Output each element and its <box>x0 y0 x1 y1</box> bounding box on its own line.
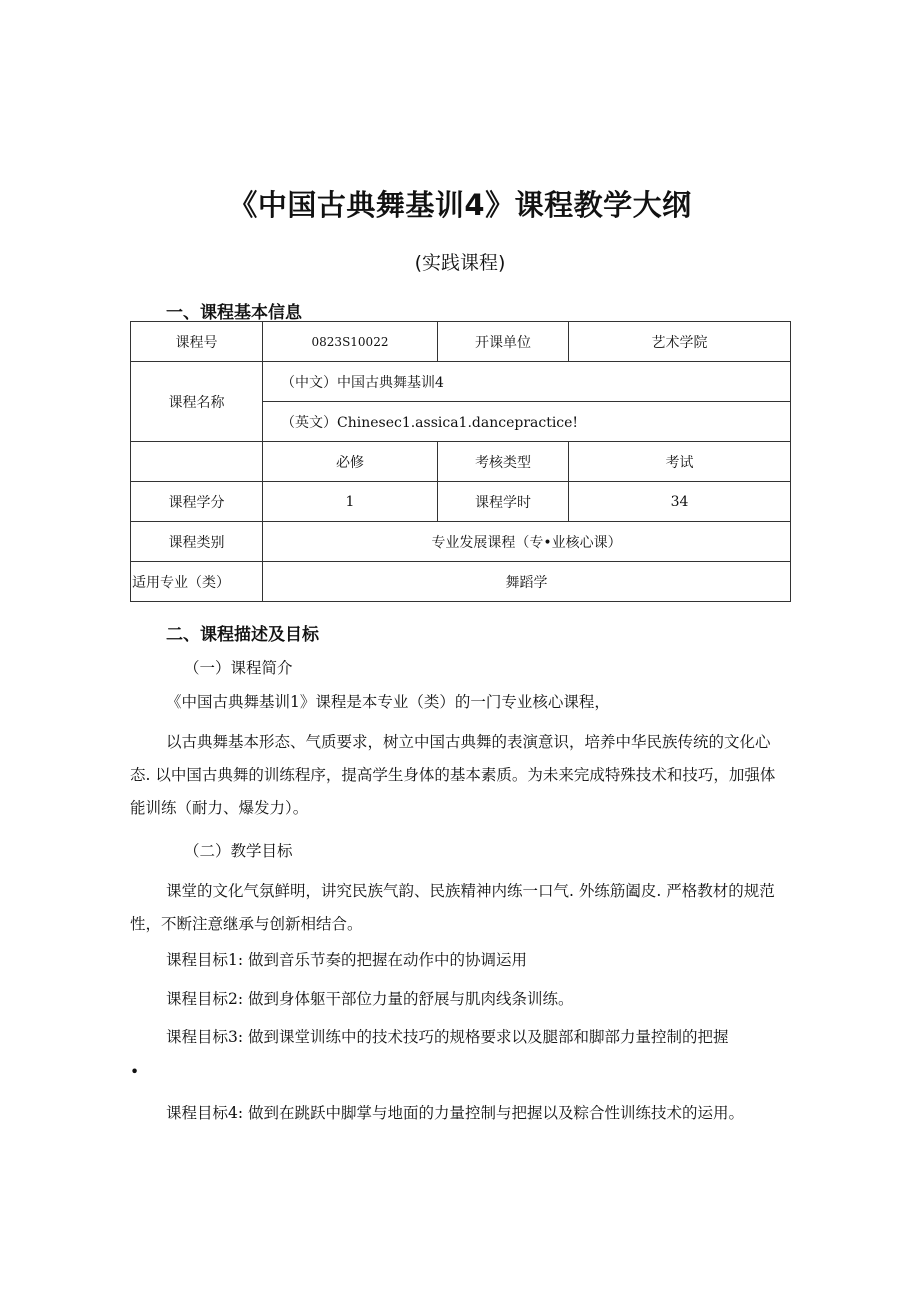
subheading-goals: （二）教学目标 <box>184 842 293 860</box>
category-value: 专业发展课程（专•业核心课） <box>263 522 791 562</box>
table-row <box>131 442 791 482</box>
intro-line1: 《中国古典舞基训1》课程是本专业（类）的一门专业核心课程， <box>166 693 610 711</box>
table-row <box>131 522 791 562</box>
empty-cell <box>131 442 263 482</box>
course-no-label: 课程号 <box>131 322 263 362</box>
credit-label: 课程学分 <box>131 482 263 522</box>
required-value: 必修 <box>263 442 438 482</box>
subheading-intro: （一）课程简介 <box>184 659 293 677</box>
course-name-cn: （中文）中国古典舞基训4 <box>263 362 791 402</box>
objective-3: 课程目标3: 做到课堂训练中的技术技巧的规格要求以及腿部和脚部力量控制的把握 <box>166 1028 729 1046</box>
major-value: 舞蹈学 <box>263 562 791 602</box>
intro-paragraph: 以古典舞基本形态、气质要求，树立中国古典舞的表演意识，培养中华民族传统的文化心态. 以中国古典舞的训练程序，提高学生身体的基本素质。为未来完成特殊技术和技巧，加强体能训练（耐力、爆发力）。 <box>130 733 776 817</box>
document-title: 《中国古典舞基训4》课程教学大纲 <box>228 188 692 222</box>
major-label: 适用专业（类） <box>131 562 263 602</box>
objective-4: 课程目标4: 做到在跳跃中脚掌与地面的力量控制与把握以及粽合性训练技术的运用。 <box>166 1104 745 1122</box>
goals-paragraph: 课堂的文化气氛鲜明，讲究民族气韵、民族精神内练一口气. 外练筋阖皮. 严格教材的规范性，不断注意继承与创新相结合。 <box>130 882 775 933</box>
objective-1: 课程目标1: 做到音乐节奏的把握在动作中的协调运用 <box>166 951 528 969</box>
table-row <box>131 482 791 522</box>
course-info-table <box>130 321 791 602</box>
dept-value: 艺术学院 <box>569 322 791 362</box>
objective-2: 课程目标2: 做到身体躯干部位力量的舒展与肌肉线条训练。 <box>166 990 574 1008</box>
dept-label: 开课单位 <box>438 322 569 362</box>
credit-value: 1 <box>263 482 438 522</box>
category-label: 课程类别 <box>131 522 263 562</box>
section-heading-description: 二、课程描述及目标 <box>166 625 319 645</box>
assessment-label: 考核类型 <box>438 442 569 482</box>
table-row <box>131 362 791 402</box>
table-row <box>131 562 791 602</box>
assessment-value: 考试 <box>569 442 791 482</box>
hours-value: 34 <box>569 482 791 522</box>
course-name-en: （英文）Chinesec1.assica1.dancepractice! <box>263 402 791 442</box>
section-heading-basic-info: 一、课程基本信息 <box>166 303 302 323</box>
objective-3-end: • <box>130 1063 140 1081</box>
document-subtitle: (实践课程) <box>414 252 506 274</box>
hours-label: 课程学时 <box>438 482 569 522</box>
course-name-label: 课程名称 <box>131 362 263 442</box>
course-no-value: 0823S10022 <box>263 322 438 362</box>
table-row <box>131 322 791 362</box>
